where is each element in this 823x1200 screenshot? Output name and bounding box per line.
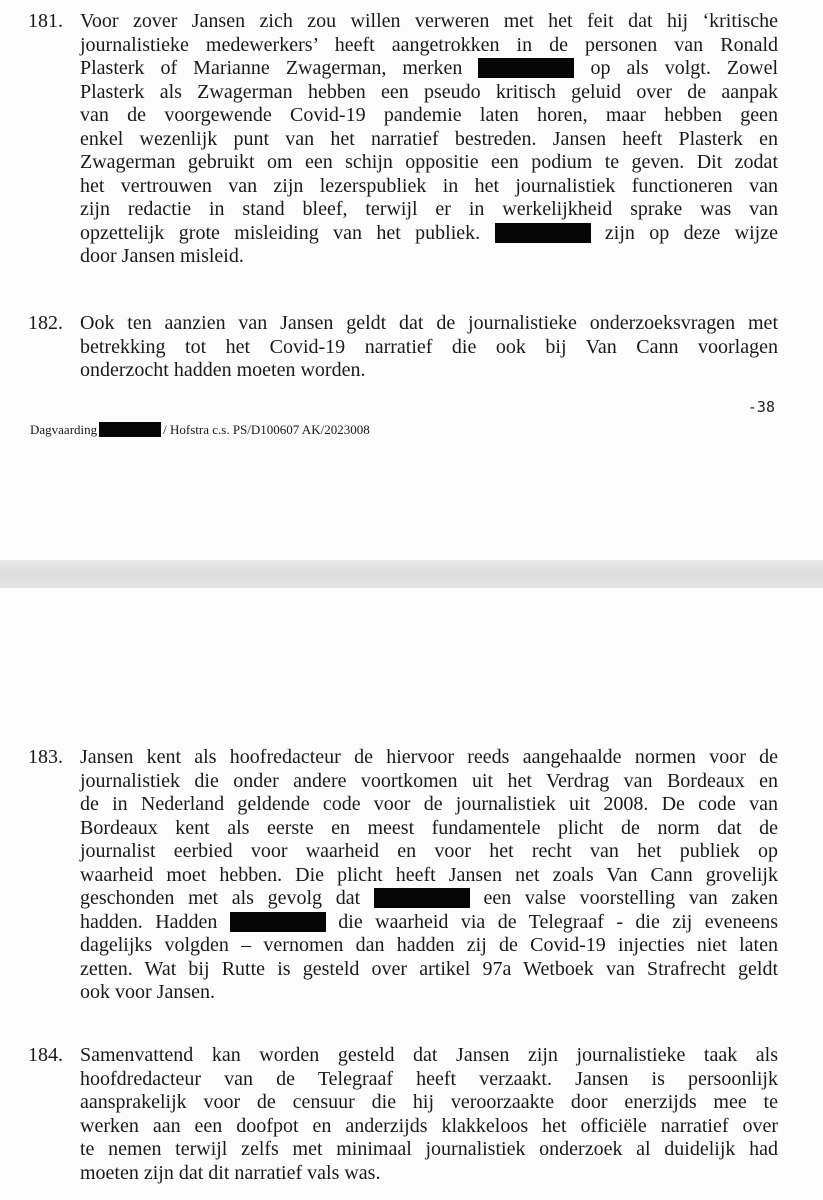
text-line: ook voor Jansen. (80, 981, 215, 1003)
paragraph-number: 181. (28, 10, 63, 32)
text-line: onderzocht hadden moeten worden. (80, 359, 366, 381)
text-line: dagelijks volgden – vernomen dan hadden zij de Covid-19 injecties niet laten (80, 934, 778, 956)
footer-left: Dagvaarding (30, 422, 98, 437)
text-segment: hadden. Hadden (80, 910, 230, 933)
redaction-bar (374, 888, 470, 908)
text-line: Voor zover Jansen zich zou willen verweren met het feit dat hij ‘kritische (80, 10, 778, 32)
text-line: Jansen kent als hoofredacteur de hiervoor reeds aangehaalde normen voor de (80, 746, 778, 768)
text-line: Bordeaux kent als eerste en meest fundamentele plicht de norm dat de (80, 816, 778, 839)
redaction-bar (230, 912, 326, 932)
text-line: journalistiek die onder andere voortkomen uit het Verdrag van Bordeaux en (80, 769, 778, 792)
text-line: enkel wezenlijk punt van het narratief bestreden. Jansen heeft Plasterk en (80, 127, 778, 150)
text-line: het vertrouwen van zijn lezerspubliek in het journalistiek functioneren van (80, 174, 778, 197)
footer-right: / Hofstra c.s. PS/D100607 AK/2023008 (163, 422, 370, 437)
text-line: van de voorgewende Covid-19 pandemie laten horen, maar hebben geen (80, 104, 778, 126)
document-page-1 (0, 0, 823, 560)
text-line (80, 887, 778, 911)
text-line (80, 911, 778, 935)
page-separator (0, 560, 823, 588)
paragraph-number: 182. (28, 312, 63, 334)
text-segment: zijn op deze wijze (590, 221, 778, 244)
text-line: betrekking tot het Covid-19 narratief die ook bij Van Cann voorlagen (80, 335, 778, 358)
document-footer (30, 422, 370, 438)
text-line: Ook ten aanzien van Jansen geldt dat de journalistieke onderzoeksvragen met (80, 312, 778, 334)
text-line: waarheid moet hebben. Die plicht heeft Jansen net zoals Van Cann grovelijk (80, 863, 778, 886)
document-page-2 (0, 588, 823, 1200)
text-segment: geschonden met als gevolg dat (80, 887, 374, 909)
text-line: moeten zijn dat dit narratief vals was. (80, 1161, 381, 1184)
text-line: Samenvattend kan worden gesteld dat Jansen zijn journalistieke taak als (80, 1044, 778, 1066)
paragraph-number: 184. (28, 1044, 63, 1066)
text-line: de in Nederland geldende code voor de journalistiek uit 2008. De code van (80, 793, 778, 815)
text-line: Plasterk als Zwagerman hebben een pseudo kritisch geluid over de aanpak (80, 80, 778, 103)
text-line: journalist eerbied voor waarheid en voor het recht van het publiek op (80, 840, 778, 862)
page-number: -38 (747, 398, 775, 416)
text-line (80, 57, 778, 81)
paragraph-number: 183. (28, 746, 63, 768)
text-line: te nemen terwijl zelfs met minimaal journalistiek onderzoek al duidelijk had (80, 1138, 778, 1160)
text-line (80, 222, 778, 246)
text-segment: opzettelijk grote misleiding van het publiek. (80, 221, 495, 244)
text-line: zetten. Wat bij Rutte is gesteld over artikel 97a Wetboek van Strafrecht geldt (80, 957, 778, 980)
text-line: zijn redactie in stand bleef, terwijl er in werkelijkheid sprake was van (80, 198, 778, 220)
redaction-bar (478, 58, 574, 78)
text-line: hoofdredacteur van de Telegraaf heeft verzaakt. Jansen is persoonlijk (80, 1067, 778, 1090)
text-segment: Plasterk of Marianne Zwagerman, merken (80, 57, 479, 79)
redaction-bar (99, 422, 161, 437)
text-line: aansprakelijk voor de censuur die hij veroorzaakte door enerzijds mee te (80, 1091, 778, 1113)
redaction-bar (495, 223, 591, 243)
text-segment: die waarheid via de Telegraaf - die zij eveneens (325, 910, 778, 933)
text-line: Zwagerman gebruikt om een schijn oppositie een podium te geven. Dit zodat (80, 151, 778, 173)
text-segment: een valse voorstelling van zaken (469, 887, 778, 909)
text-line: journalistieke medewerkers’ heeft aangetrokken in de personen van Ronald (80, 33, 778, 56)
text-segment: op als volgt. Zowel (590, 57, 778, 79)
text-line: werken aan een doofpot en anderzijds klakkeloos het officiële narratief over (80, 1114, 778, 1137)
text-line: door Jansen misleid. (80, 245, 244, 267)
